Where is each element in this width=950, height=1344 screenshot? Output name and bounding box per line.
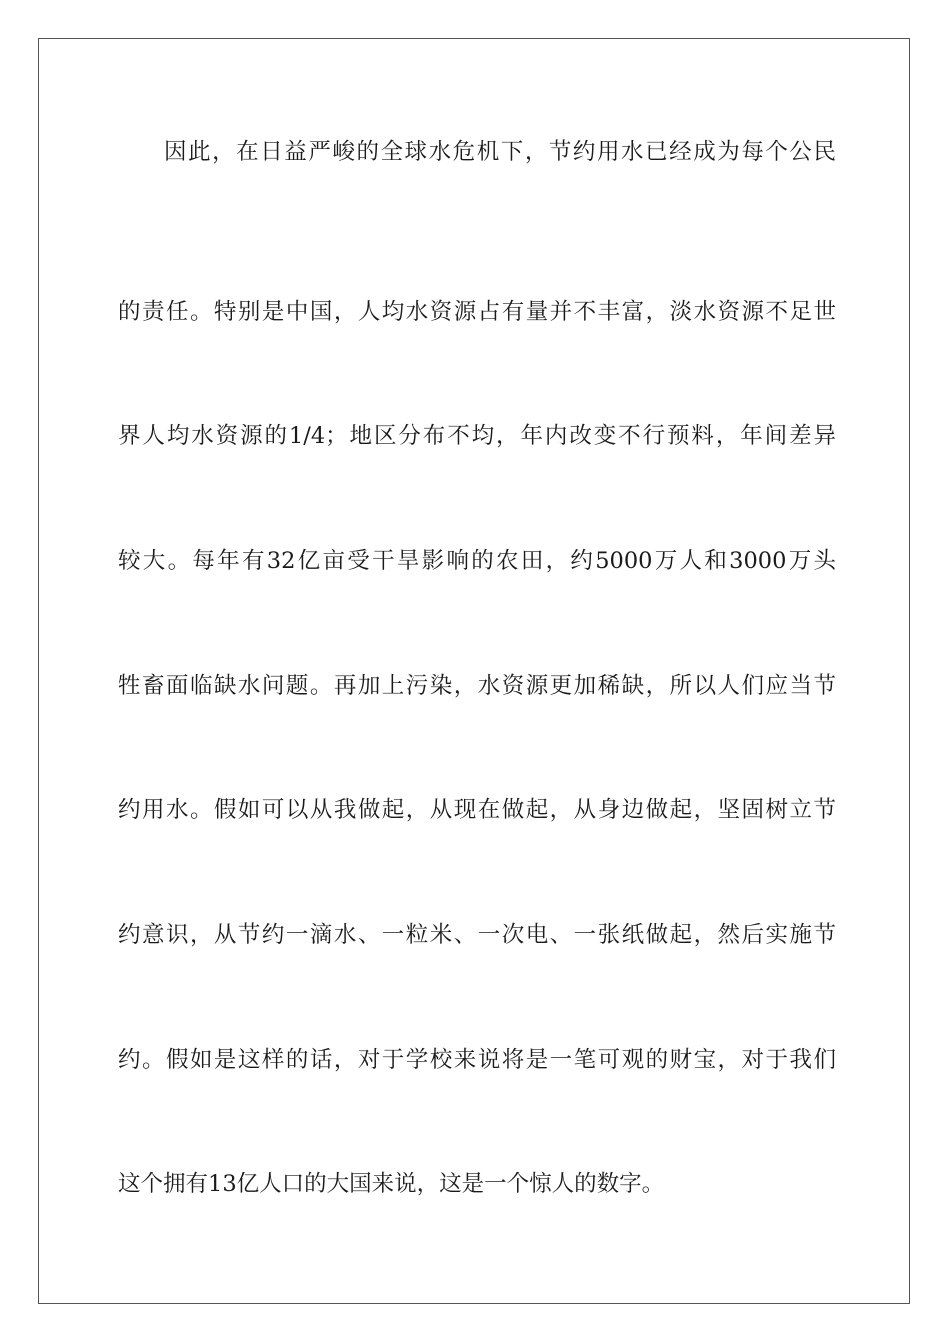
paragraph-line-7: 约意识，从节约一滴水、一粒米、一次电、一张纸做起，然后实施节: [118, 922, 836, 948]
paragraph-line-6: 约用水。假如可以从我做起，从现在做起，从身边做起，坚固树立节: [118, 797, 836, 823]
paragraph-line-2: 的责任。特别是中国，人均水资源占有量并不丰富，淡水资源不足世: [118, 299, 836, 325]
page-frame: [38, 38, 910, 1304]
paragraph-line-4: 较大。每年有32亿亩受干旱影响的农田，约5000万人和3000万头: [118, 548, 836, 574]
paragraph-line-5: 牲畜面临缺水问题。再加上污染，水资源更加稀缺，所以人们应当节: [118, 673, 836, 699]
paragraph-line-9: 这个拥有13亿人口的大国来说，这是一个惊人的数字。: [118, 1171, 665, 1197]
paragraph-line-8: 约。假如是这样的话，对于学校来说将是一笔可观的财宝，对于我们: [118, 1047, 836, 1073]
paragraph-line-1: 因此，在日益严峻的全球水危机下，节约用水已经成为每个公民: [164, 139, 836, 165]
paragraph-line-3: 界人均水资源的1/4；地区分布不均，年内改变不行预料，年间差异: [118, 423, 836, 449]
